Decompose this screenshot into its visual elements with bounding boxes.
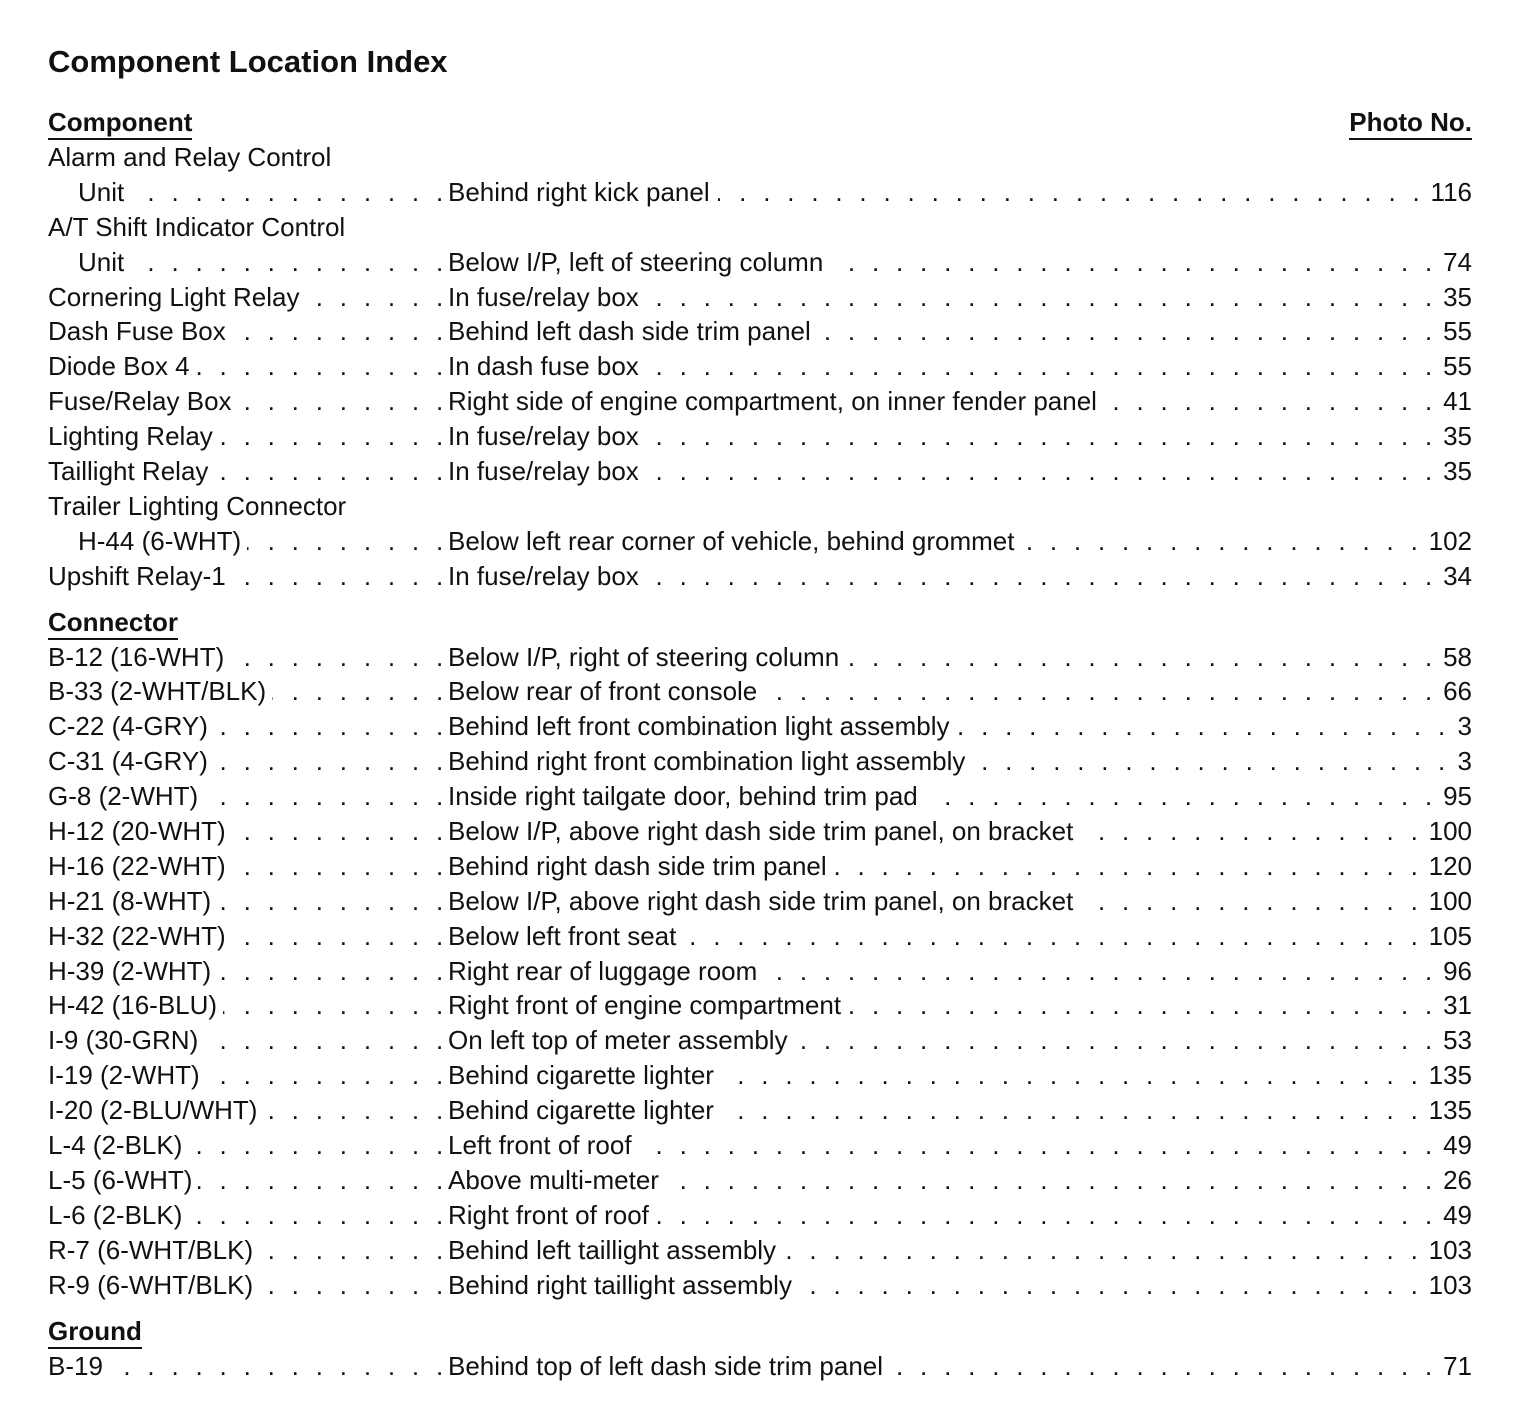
- connector-heading-row: [48, 606, 1472, 640]
- index-row: [48, 454, 1472, 489]
- entry-name: B-19: [48, 1350, 103, 1381]
- leader-dots: [232, 314, 448, 349]
- entry-location: Above multi-meter: [448, 1164, 659, 1195]
- entry-photo-number: 95: [1443, 781, 1472, 812]
- index-row: [48, 779, 1472, 814]
- entry-location: Below I/P, right of steering column: [448, 641, 840, 672]
- entry-location: Behind right taillight assembly: [448, 1269, 792, 1300]
- entry-name: C-31 (4-GRY): [48, 746, 208, 777]
- leader-dots: [647, 559, 1437, 594]
- entry-location: Below I/P, left of steering column: [448, 246, 824, 277]
- leader-dots: [259, 1268, 448, 1303]
- entry-photo-number: 35: [1443, 456, 1472, 487]
- entry-name: Lighting Relay: [48, 421, 213, 452]
- leader-dots: [1081, 814, 1422, 849]
- entry-name: Trailer Lighting Connector: [48, 490, 347, 521]
- entry-name: C-22 (4-GRY): [48, 711, 208, 742]
- leader-dots: [1105, 384, 1437, 419]
- entry-name: I-19 (2-WHT): [48, 1060, 200, 1091]
- entry-name: Taillight Relay: [48, 456, 209, 487]
- entry-photo-number: 100: [1428, 816, 1472, 847]
- connectors-section: [48, 640, 1472, 1303]
- entry-name: H-12 (20-WHT): [48, 816, 226, 847]
- entry-location: Behind cigarette lighter: [448, 1060, 714, 1091]
- entry-location: Below rear of front console: [448, 676, 758, 707]
- index-row: [48, 954, 1472, 989]
- entry-photo-number: 3: [1457, 746, 1472, 777]
- entry-photo-number: 100: [1428, 885, 1472, 916]
- index-row: [48, 349, 1472, 384]
- entry-photo-number: 74: [1443, 246, 1472, 277]
- index-row: [48, 919, 1472, 954]
- column-header-row: [48, 106, 1472, 140]
- entry-name-continued: Unit: [78, 176, 125, 207]
- leader-dots: [640, 1128, 1438, 1163]
- ground-heading: Ground: [48, 1316, 142, 1349]
- leader-dots: [847, 640, 1437, 675]
- leader-dots: [1023, 524, 1423, 559]
- leader-dots: [835, 849, 1423, 884]
- leader-dots: [219, 419, 448, 454]
- entry-location: In fuse/relay box: [448, 421, 639, 452]
- entry-name: L-4 (2-BLK): [48, 1130, 183, 1161]
- index-row: [48, 674, 1472, 709]
- entry-photo-number: 49: [1443, 1199, 1472, 1230]
- index-row: [48, 1163, 1472, 1198]
- entry-name: I-9 (30-GRN): [48, 1025, 199, 1056]
- index-row: [48, 1349, 1472, 1384]
- index-row: [48, 280, 1472, 315]
- leader-dots: [188, 1198, 448, 1233]
- entry-name: H-16 (22-WHT): [48, 850, 226, 881]
- entry-photo-number: 35: [1443, 281, 1472, 312]
- entry-photo-number: 26: [1443, 1164, 1472, 1195]
- entry-photo-number: 103: [1428, 1234, 1472, 1265]
- leader-dots: [819, 314, 1437, 349]
- leader-dots: [722, 1093, 1423, 1128]
- entry-location: Below left rear corner of vehicle, behind grommet: [448, 525, 1015, 556]
- index-row: [48, 744, 1472, 779]
- entry-location: Behind top of left dash side trim panel: [448, 1350, 884, 1381]
- entry-name: R-7 (6-WHT/BLK): [48, 1234, 254, 1265]
- leader-dots: [247, 524, 448, 559]
- leader-dots: [217, 884, 448, 919]
- index-row: [48, 384, 1472, 419]
- entry-location: In dash fuse box: [448, 351, 639, 382]
- entry-location: Right front of engine compartment: [448, 990, 842, 1021]
- ground-heading-row: [48, 1315, 1472, 1349]
- index-row: [48, 175, 1472, 210]
- entry-photo-number: 135: [1428, 1060, 1472, 1091]
- entry-name: Fuse/Relay Box: [48, 386, 232, 417]
- leader-dots: [204, 779, 448, 814]
- entry-location: Right front of roof: [448, 1199, 649, 1230]
- leader-dots: [722, 1058, 1423, 1093]
- index-row: [48, 314, 1472, 349]
- leader-dots: [831, 245, 1437, 280]
- entry-photo-number: 71: [1443, 1350, 1472, 1381]
- index-row: [48, 1268, 1472, 1303]
- entry-name: Dash Fuse Box: [48, 316, 226, 347]
- entry-photo-number: 55: [1443, 316, 1472, 347]
- index-row-heading: [48, 140, 1472, 175]
- leader-dots: [958, 709, 1451, 744]
- entry-name-continued: H-44 (6-WHT): [78, 525, 242, 556]
- entry-name: G-8 (2-WHT): [48, 781, 199, 812]
- index-row: [48, 640, 1472, 675]
- leader-dots: [232, 919, 448, 954]
- index-row: [48, 849, 1472, 884]
- leader-dots: [130, 245, 448, 280]
- entry-location: In fuse/relay box: [448, 456, 639, 487]
- entry-name: L-5 (6-WHT): [48, 1164, 193, 1195]
- index-row: [48, 1128, 1472, 1163]
- entry-location: Right rear of luggage room: [448, 955, 758, 986]
- index-row: [48, 245, 1472, 280]
- leader-dots: [263, 1093, 448, 1128]
- leader-dots: [1081, 884, 1422, 919]
- entry-location: Behind right dash side trim panel: [448, 850, 827, 881]
- leader-dots: [891, 1349, 1437, 1384]
- index-row: [48, 1023, 1472, 1058]
- components-section: [48, 140, 1472, 594]
- leader-dots: [196, 349, 448, 384]
- leader-dots: [198, 1163, 448, 1198]
- photo-no-heading: Photo No.: [1349, 107, 1472, 140]
- entry-photo-number: 35: [1443, 421, 1472, 452]
- entry-photo-number: 49: [1443, 1130, 1472, 1161]
- leader-dots: [926, 779, 1437, 814]
- entry-photo-number: 55: [1443, 351, 1472, 382]
- entry-photo-number: 41: [1443, 386, 1472, 417]
- entry-location: Right side of engine compartment, on inner fender panel: [448, 386, 1097, 417]
- page-title: Component Location Index: [48, 44, 448, 79]
- leader-dots: [238, 384, 448, 419]
- leader-dots: [765, 674, 1437, 709]
- entry-name: H-21 (8-WHT): [48, 885, 212, 916]
- entry-name: H-39 (2-WHT): [48, 955, 212, 986]
- entry-name: Upshift Relay-1: [48, 560, 226, 591]
- leader-dots: [647, 280, 1437, 315]
- entry-location: Left front of roof: [448, 1130, 632, 1161]
- leader-dots: [973, 744, 1450, 779]
- leader-dots: [272, 674, 448, 709]
- leader-dots: [259, 1233, 448, 1268]
- entry-name: L-6 (2-BLK): [48, 1199, 183, 1230]
- index-row: [48, 1058, 1472, 1093]
- index-row: [48, 1198, 1472, 1233]
- entry-location: Behind left dash side trim panel: [448, 316, 811, 347]
- leader-dots: [796, 1023, 1437, 1058]
- entry-name: A/T Shift Indicator Control: [48, 211, 346, 242]
- leader-dots: [214, 744, 448, 779]
- component-heading: Component: [48, 107, 192, 140]
- connector-heading: Connector: [48, 607, 178, 640]
- entry-name: R-9 (6-WHT/BLK): [48, 1269, 254, 1300]
- entry-photo-number: 120: [1428, 850, 1472, 881]
- entry-photo-number: 58: [1443, 641, 1472, 672]
- document-page: [48, 40, 1472, 1383]
- leader-dots: [232, 849, 448, 884]
- index-row: [48, 884, 1472, 919]
- leader-dots: [230, 640, 448, 675]
- leader-dots: [232, 559, 448, 594]
- entry-photo-number: 34: [1443, 560, 1472, 591]
- entry-name: Diode Box 4: [48, 351, 190, 382]
- entry-photo-number: 135: [1428, 1095, 1472, 1126]
- entry-photo-number: 96: [1443, 955, 1472, 986]
- entry-name: Alarm and Relay Control: [48, 142, 332, 172]
- grounds-section: [48, 1349, 1472, 1384]
- index-row: [48, 814, 1472, 849]
- entry-name: B-33 (2-WHT/BLK): [48, 676, 267, 707]
- index-row-heading: [48, 489, 1472, 524]
- entry-name: B-12 (16-WHT): [48, 641, 225, 672]
- entry-location: In fuse/relay box: [448, 560, 639, 591]
- entry-photo-number: 102: [1428, 525, 1472, 556]
- entry-name-continued: Unit: [78, 246, 125, 277]
- entry-photo-number: 31: [1443, 990, 1472, 1021]
- entry-photo-number: 116: [1430, 176, 1472, 207]
- leader-dots: [204, 1023, 448, 1058]
- leader-dots: [206, 1058, 448, 1093]
- index-row: [48, 524, 1472, 559]
- leader-dots: [232, 814, 448, 849]
- entry-photo-number: 103: [1428, 1269, 1472, 1300]
- leader-dots: [223, 988, 448, 1023]
- entry-location: Behind left taillight assembly: [448, 1234, 777, 1265]
- leader-dots: [109, 1349, 448, 1384]
- entry-location: In fuse/relay box: [448, 281, 639, 312]
- entry-location: Behind right front combination light assembly: [448, 746, 966, 777]
- entry-location: Below left front seat: [448, 920, 677, 951]
- leader-dots: [784, 1233, 1423, 1268]
- entry-location: On left top of meter assembly: [448, 1025, 788, 1056]
- leader-dots: [647, 349, 1437, 384]
- entry-name: H-42 (16-BLU): [48, 990, 218, 1021]
- leader-dots: [849, 988, 1437, 1023]
- entry-photo-number: 3: [1457, 711, 1472, 742]
- entry-location: Behind right kick panel: [448, 176, 710, 207]
- entry-photo-number: 66: [1443, 676, 1472, 707]
- leader-dots: [684, 919, 1422, 954]
- entry-location: Below I/P, above right dash side trim panel, on bracket: [448, 816, 1074, 847]
- index-row: [48, 709, 1472, 744]
- leader-dots: [214, 454, 448, 489]
- entry-photo-number: 105: [1428, 920, 1472, 951]
- leader-dots: [647, 454, 1437, 489]
- leader-dots: [188, 1128, 448, 1163]
- entry-location: Inside right tailgate door, behind trim pad: [448, 781, 918, 812]
- index-row: [48, 1233, 1472, 1268]
- index-row: [48, 559, 1472, 594]
- index-row: [48, 1093, 1472, 1128]
- leader-dots: [130, 175, 448, 210]
- entry-name: Cornering Light Relay: [48, 281, 300, 312]
- leader-dots: [667, 1163, 1437, 1198]
- leader-dots: [800, 1268, 1423, 1303]
- leader-dots: [657, 1198, 1437, 1233]
- entry-photo-number: 53: [1443, 1025, 1472, 1056]
- leader-dots: [217, 954, 448, 989]
- leader-dots: [765, 954, 1437, 989]
- leader-dots: [214, 709, 448, 744]
- entry-location: Below I/P, above right dash side trim panel, on bracket: [448, 885, 1074, 916]
- leader-dots: [647, 419, 1437, 454]
- index-row: [48, 988, 1472, 1023]
- entry-location: Behind left front combination light assembly: [448, 711, 950, 742]
- leader-dots: [718, 175, 1425, 210]
- index-row: [48, 419, 1472, 454]
- entry-name: H-32 (22-WHT): [48, 920, 226, 951]
- leader-dots: [305, 280, 448, 315]
- entry-name: I-20 (2-BLU/WHT): [48, 1095, 258, 1126]
- index-row-heading: [48, 210, 1472, 245]
- entry-location: Behind cigarette lighter: [448, 1095, 714, 1126]
